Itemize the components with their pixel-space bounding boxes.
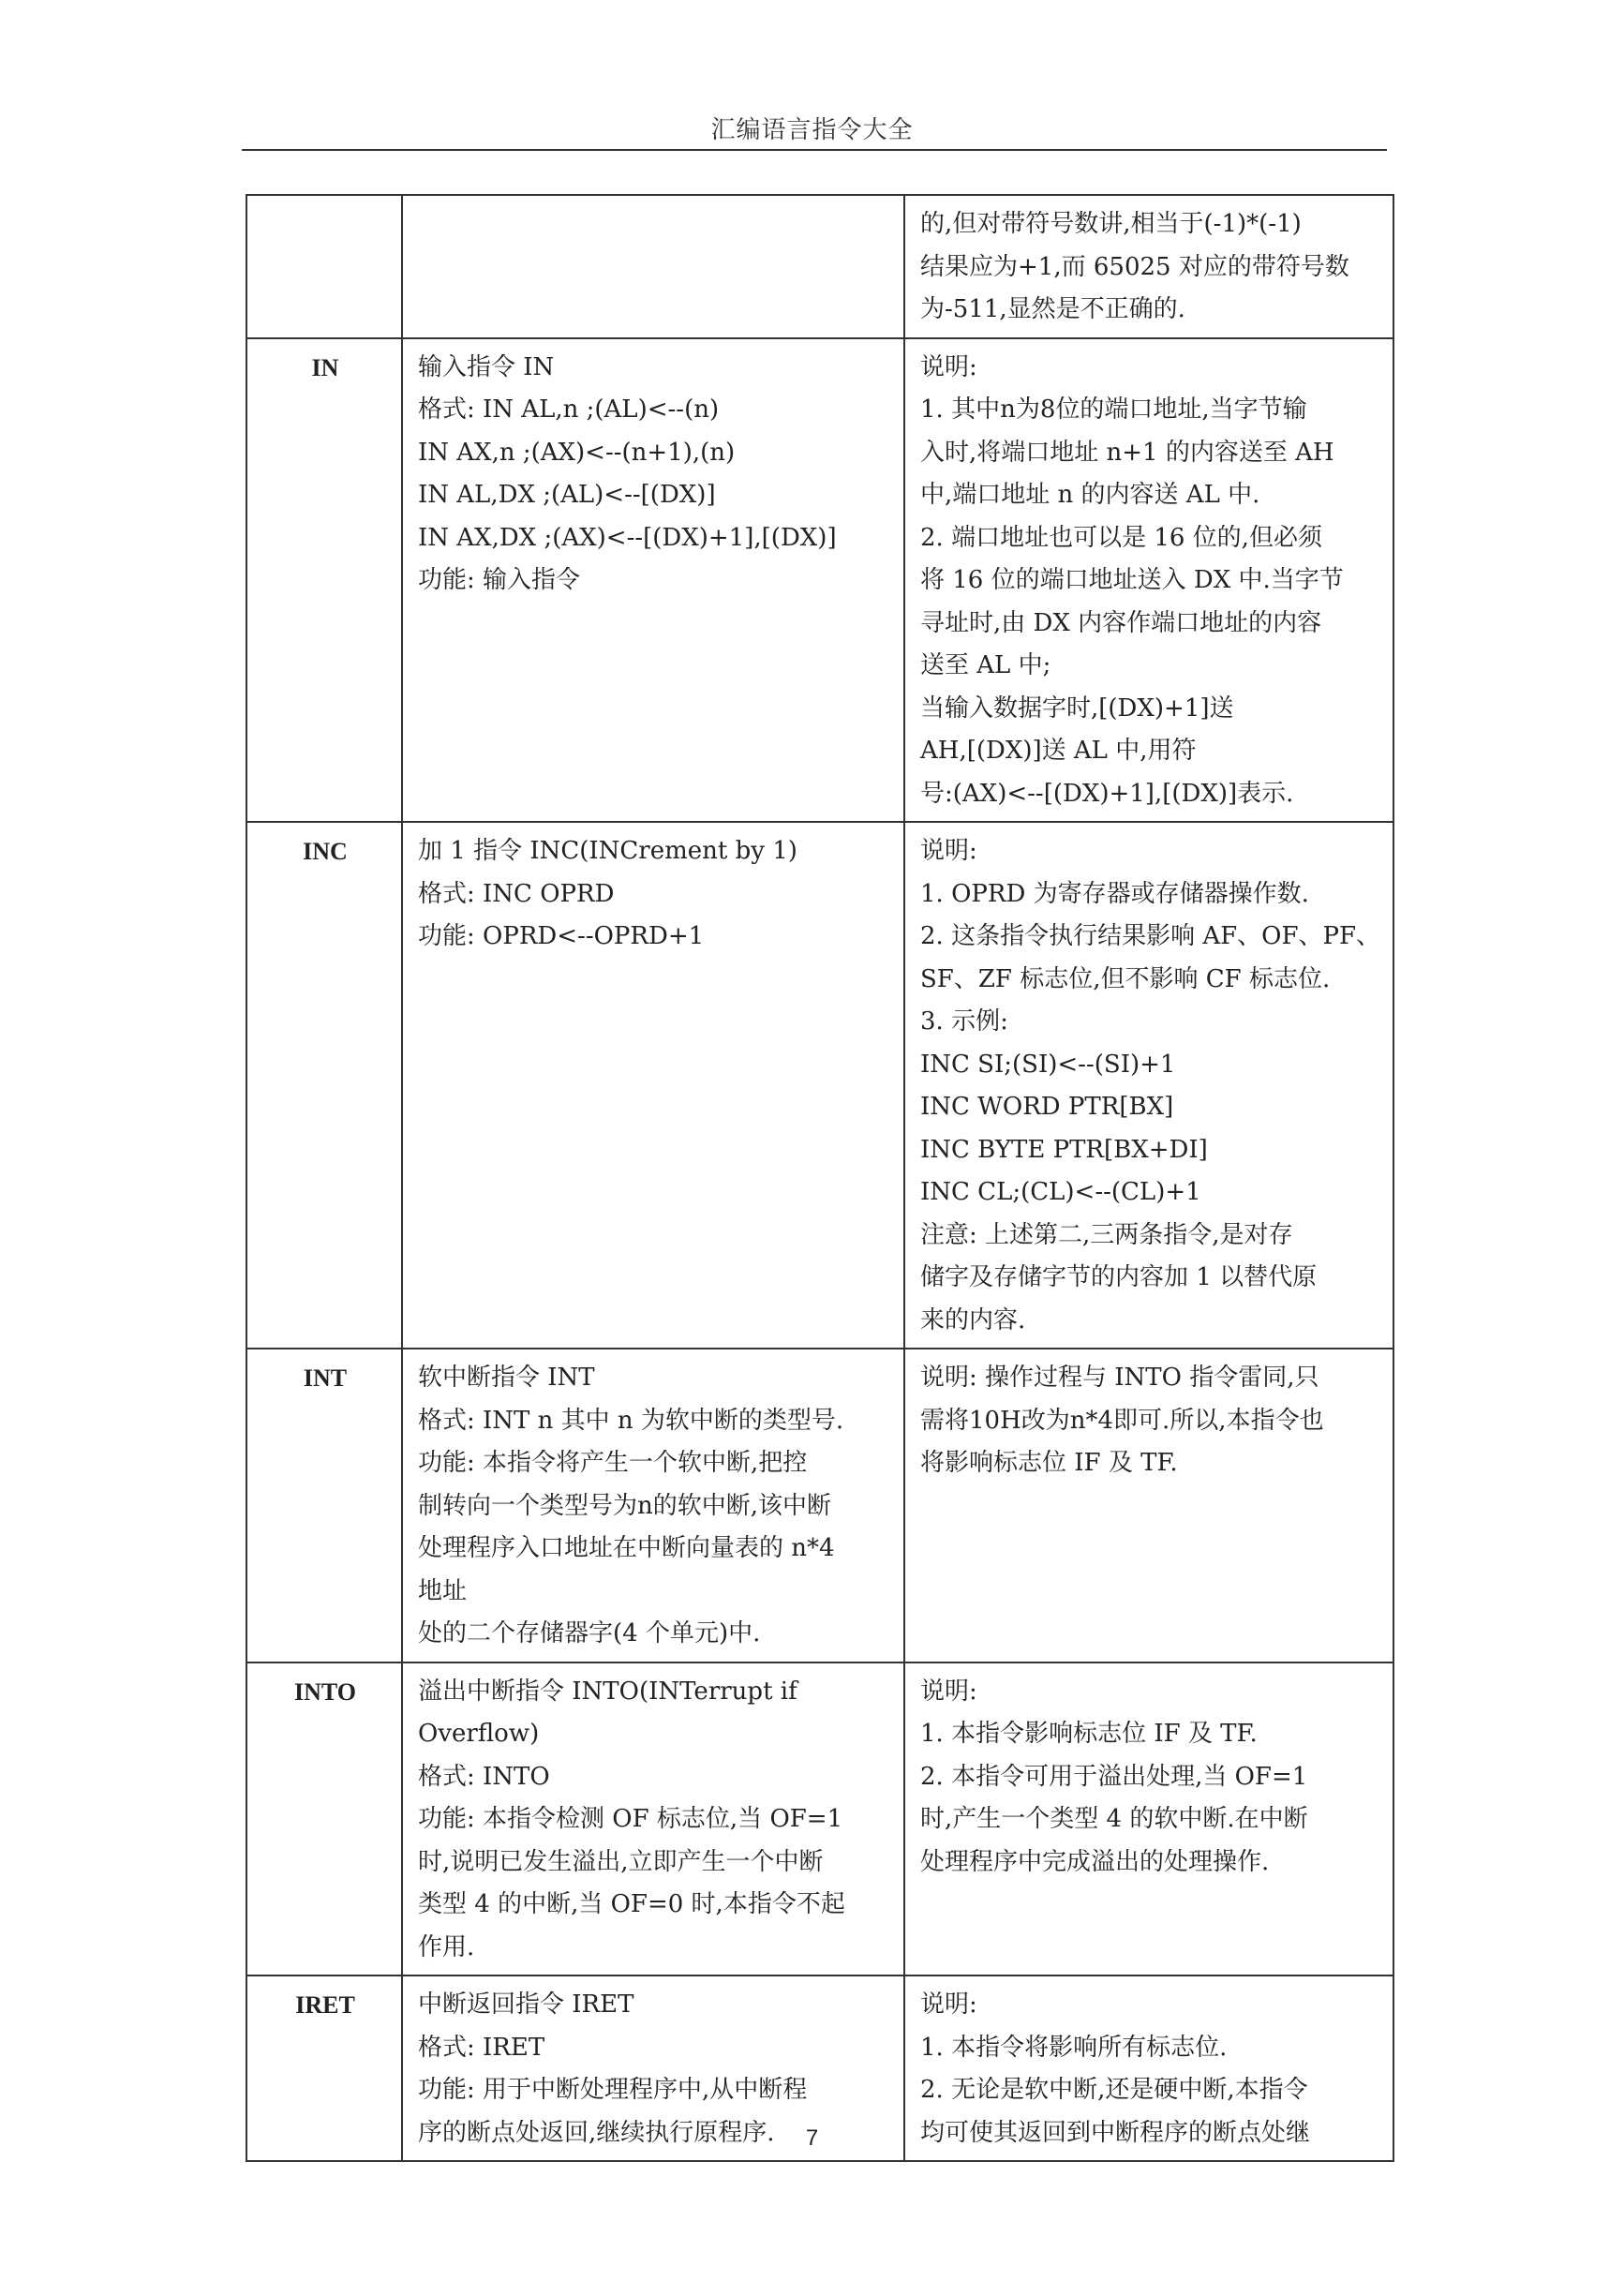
format-line: 类型 4 的中断,当 OF=0 时,本指令不起 <box>418 1890 845 1918</box>
format-line: 格式: IRET <box>418 2033 545 2062</box>
table-row <box>246 338 1393 823</box>
format-line: 输入指令 IN <box>418 352 555 381</box>
table-row <box>246 1662 1393 1976</box>
description-line: 来的内容. <box>920 1305 1026 1334</box>
description-line: INC CL;(CL)<--(CL)+1 <box>920 1178 1201 1206</box>
format-line: IN AL,DX ;(AL)<--[(DX)] <box>418 481 716 509</box>
format-line: 功能: 本指令检测 OF 标志位,当 OF=1 <box>418 1805 843 1833</box>
format-line: 软中断指令 INT <box>418 1364 595 1392</box>
description-line: 入时,将端口地址 n+1 的内容送至 AH <box>920 438 1334 467</box>
instruction-name-cell: INC <box>246 822 402 1349</box>
description-line: 说明: <box>920 1677 977 1706</box>
format-line: 作用. <box>418 1932 475 1961</box>
description-line: 结果应为+1,而 65025 对应的带符号数 <box>920 252 1349 281</box>
format-line: 制转向一个类型号为n的软中断,该中断 <box>418 1491 832 1520</box>
instruction-name-cell: INTO <box>246 1662 402 1976</box>
instruction-format-cell <box>402 1662 904 1976</box>
instruction-description-cell <box>904 1662 1393 1976</box>
description-line: 2. 端口地址也可以是 16 位的,但必须 <box>920 523 1322 552</box>
format-line: 功能: OPRD<--OPRD+1 <box>418 922 705 950</box>
table-row <box>246 1349 1393 1662</box>
format-line: 中断返回指令 IRET <box>418 1990 634 2019</box>
instruction-format-cell <box>402 338 904 823</box>
description-line: 需将10H改为n*4即可.所以,本指令也 <box>920 1406 1324 1435</box>
description-line: 号:(AX)<--[(DX)+1],[(DX)]表示. <box>920 779 1294 808</box>
instruction-table <box>246 194 1394 2162</box>
description-line: 将 16 位的端口地址送入 DX 中.当字节 <box>920 566 1344 594</box>
format-line: 功能: 本指令将产生一个软中断,把控 <box>418 1449 808 1477</box>
format-line: 序的断点处返回,继续执行原程序. <box>418 2118 775 2147</box>
format-line: 格式: INTO <box>418 1762 550 1791</box>
description-line: 1. 本指令影响标志位 IF 及 TF. <box>920 1720 1258 1748</box>
format-line: IN AX,DX ;(AX)<--[(DX)+1],[(DX)] <box>418 523 837 552</box>
format-line: 处的二个存储器字(4 个单元)中. <box>418 1619 761 1647</box>
description-line: 2. 无论是软中断,还是硬中断,本指令 <box>920 2076 1308 2104</box>
format-line: 格式: IN AL,n ;(AL)<--(n) <box>418 395 720 424</box>
format-line: 格式: INC OPRD <box>418 879 615 908</box>
format-line: IN AX,n ;(AX)<--(n+1),(n) <box>418 438 736 467</box>
instruction-description-cell <box>904 1349 1393 1662</box>
page-header-title: 汇编语言指令大全 <box>710 116 914 144</box>
format-line: 处理程序入口地址在中断向量表的 n*4 <box>418 1534 835 1562</box>
description-line: 说明: 操作过程与 INTO 指令雷同,只 <box>920 1364 1319 1392</box>
format-line: 时,说明已发生溢出,立即产生一个中断 <box>418 1847 824 1876</box>
instruction-format-cell <box>402 195 904 338</box>
instruction-name-cell <box>246 195 402 338</box>
instruction-format-cell <box>402 1349 904 1662</box>
description-line: 的,但对带符号数讲,相当于(-1)*(-1) <box>920 210 1302 238</box>
format-line: 溢出中断指令 INTO(INTerrupt if <box>418 1677 797 1706</box>
description-line: 中,端口地址 n 的内容送 AL 中. <box>920 481 1260 509</box>
format-line: 功能: 输入指令 <box>418 566 581 594</box>
description-line: 为-511,显然是不正确的. <box>920 295 1185 323</box>
format-line: 地址 <box>418 1576 468 1605</box>
format-line: 格式: INT n 其中 n 为软中断的类型号. <box>418 1406 844 1435</box>
description-line: SF、ZF 标志位,但不影响 CF 标志位. <box>920 964 1331 993</box>
description-line: 储字及存储字节的内容加 1 以替代原 <box>920 1263 1318 1291</box>
instruction-name-cell: INT <box>246 1349 402 1662</box>
description-line: 2. 本指令可用于溢出处理,当 OF=1 <box>920 1762 1308 1791</box>
instruction-description-cell <box>904 338 1393 823</box>
description-line: 说明: <box>920 1990 977 2019</box>
description-line: 寻址时,由 DX 内容作端口地址的内容 <box>920 608 1322 637</box>
description-line: 注意: 上述第二,三两条指令,是对存 <box>920 1220 1293 1249</box>
description-line: 说明: <box>920 352 977 381</box>
instruction-name-cell: IN <box>246 338 402 823</box>
description-line: INC SI;(SI)<--(SI)+1 <box>920 1050 1176 1079</box>
description-line: 1. 其中n为8位的端口地址,当字节输 <box>920 395 1307 424</box>
instruction-format-cell <box>402 822 904 1349</box>
description-line: 均可使其返回到中断程序的断点处继 <box>920 2118 1311 2147</box>
instruction-description-cell <box>904 195 1393 338</box>
description-line: 处理程序中完成溢出的处理操作. <box>920 1847 1270 1876</box>
description-line: INC BYTE PTR[BX+DI] <box>920 1135 1208 1164</box>
description-line: 当输入数据字时,[(DX)+1]送 <box>920 693 1234 723</box>
description-line: 送至 AL 中; <box>920 651 1051 679</box>
description-line: 3. 示例: <box>920 1007 1008 1036</box>
description-line: 1. 本指令将影响所有标志位. <box>920 2033 1228 2062</box>
format-line: 加 1 指令 INC(INCrement by 1) <box>418 837 797 865</box>
description-line: 将影响标志位 IF 及 TF. <box>920 1449 1178 1477</box>
description-line: 时,产生一个类型 4 的软中断.在中断 <box>920 1805 1308 1833</box>
instruction-description-cell <box>904 822 1393 1349</box>
format-line: 功能: 用于中断处理程序中,从中断程 <box>418 2076 808 2104</box>
description-line: 2. 这条指令执行结果影响 AF、OF、PF、 <box>920 922 1381 950</box>
description-line: 说明: <box>920 837 977 865</box>
instruction-name-cell: IRET <box>246 1975 402 2161</box>
description-line: AH,[(DX)]送 AL 中,用符 <box>920 737 1197 765</box>
table-row <box>246 822 1393 1349</box>
description-line: INC WORD PTR[BX] <box>920 1093 1174 1121</box>
table-row <box>246 195 1393 338</box>
page-number: 7 <box>805 2125 819 2151</box>
header-rule <box>242 149 1387 151</box>
description-line: 1. OPRD 为寄存器或存储器操作数. <box>920 879 1309 908</box>
format-line: Overflow) <box>418 1720 540 1748</box>
